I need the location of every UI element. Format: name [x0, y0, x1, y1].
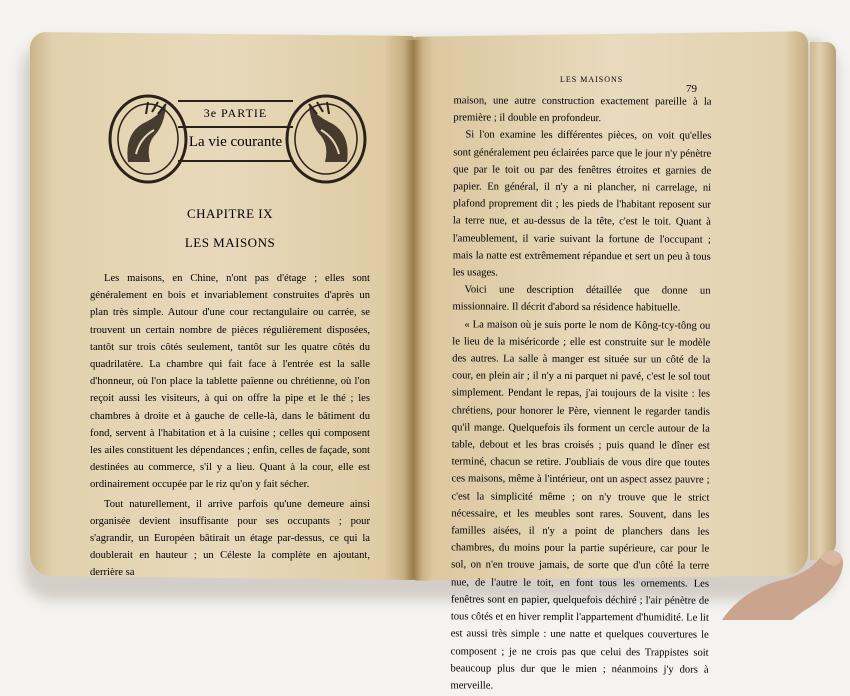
header-rule-middle — [178, 126, 293, 128]
right-paragraph: Voici une description détaillée que donne un missionnaire. Il décrit d'abord sa résidence habituelle. — [452, 284, 711, 314]
left-page-body — [90, 270, 370, 582]
left-paragraph: Tout naturellement, il arrive parfois qu'une demeure ainsi organisée devient insuffisante pour ses occupants ; pour s'agrandir, un Européen bâtirait un étage par-dessus, ce qui la doublerait en hauteur ; un Céleste la complète en ajoutant, derrière sa — [90, 498, 370, 579]
right-paragraph: « La maison où je suis porte le nom de Kông-tcy-tông ou le lieu de la miséricorde ; elle est construite sur le modèle des autres. La salle à manger est située sur un côté de la cour, en plein air ; il n'y a ni parquet ni pavé, c'est le sol tout simplement. Pendant le repas, j'ai toujours de la visite : les chrétiens, pour honorer le Père, viennent le regarder tandis qu'il mange. Quelquefois ils forment un cercle autour de la table, debout et les bras croisés ; puis quand le dîner est terminé, chacun se retire. J'oubliais de vous dire que toutes ces maisons, même à l'intérieur, ont un aspect assez pauvre ; c'est la simplicité même ; on n'y trouve que le strict nécessaire, et les meubles sont rares. Souvent, dans les familles aisées, il n'y a point de planchers dans les chambres, du moins pour la partie supérieure, car pour le sol, on n'en trouve jamais, de sorte que d'un côté la terre nue, de l'autre le toit, en font tous les ornements. Les fenêtres sont en papier, quelquefois déchiré ; l'air pénètre de tous côtés et en hiver remplit l'appartement d'humidité. Le lit est aussi très simple : une natte et quelques couvertures le composent ; je ne crois pas que celui des Trappistes soit beaucoup plus dur que le mien ; néanmoins j'y dors à merveille. — [450, 319, 711, 692]
part-title: La vie courante — [188, 134, 283, 150]
page-number: 79 — [686, 83, 697, 95]
chapter-number: CHAPITRE IX — [186, 206, 274, 221]
bird-ornament-right-icon — [283, 92, 369, 186]
hand-holding-page — [712, 540, 850, 620]
header-rule-bottom — [178, 160, 293, 162]
left-paragraph: Les maisons, en Chine, n'ont pas d'étage ; elles sont généralement en bois et invariablement construites d'après un plan très simple. Autour d'une cour rectangulaire ou carrée, se trouvent un certain nombre de pièces régulièrement disposées, tantôt sur trois côtés seulement, tantôt sur les quatre côtés du quadrilatère. La chambre qui fait face à l'entrée est la salle d'honneur, où l'on place la tablette païenne ou chrétienne, où l'on reçoit aussi les visiteurs, à qui on offre la pipe et le thé ; les chambres à droite et à gauche de celle-là, dans le bâtiment du fond, servent à l'habitation et à la cuisine ; celles qui composent les ailes constituent les dépendances ; enfin, celles de façade, sont destinées au commerce, s'il y a lieu. Quant à la cour, elle est ordinairement occupée par le riz qu'on y fait sécher. — [90, 273, 370, 491]
right-page-body — [450, 92, 711, 695]
part-label: 3e PARTIE — [203, 106, 268, 120]
page-block-edge — [810, 42, 836, 560]
header-rule-top — [178, 100, 293, 102]
book-spine — [404, 40, 422, 580]
right-paragraph: maison, une autre construction exactement pareille à la première ; il double en profondeur. — [453, 95, 712, 125]
chapter-title: LES MAISONS — [184, 235, 276, 250]
running-head: LES MAISONS — [560, 75, 624, 84]
right-paragraph: Si l'on examine les différentes pièces, on voit qu'elles sont généralement peu éclairées parce que le jour n'y pénètre que par le toit ou par des fenêtres étroites et garnies de papier. En général, il n'y a ni plancher, ni carrelage, ni plafond proprement dit ; les pieds de l'habitant reposent sur la terre nue, et au-dessus de la tête, c'est le toit. Quant à l'ameublement, il varie suivant la fortune de l'occupant ; mais la natte est extrêmement répandue et sert un peu à tous les usages. — [452, 129, 712, 279]
